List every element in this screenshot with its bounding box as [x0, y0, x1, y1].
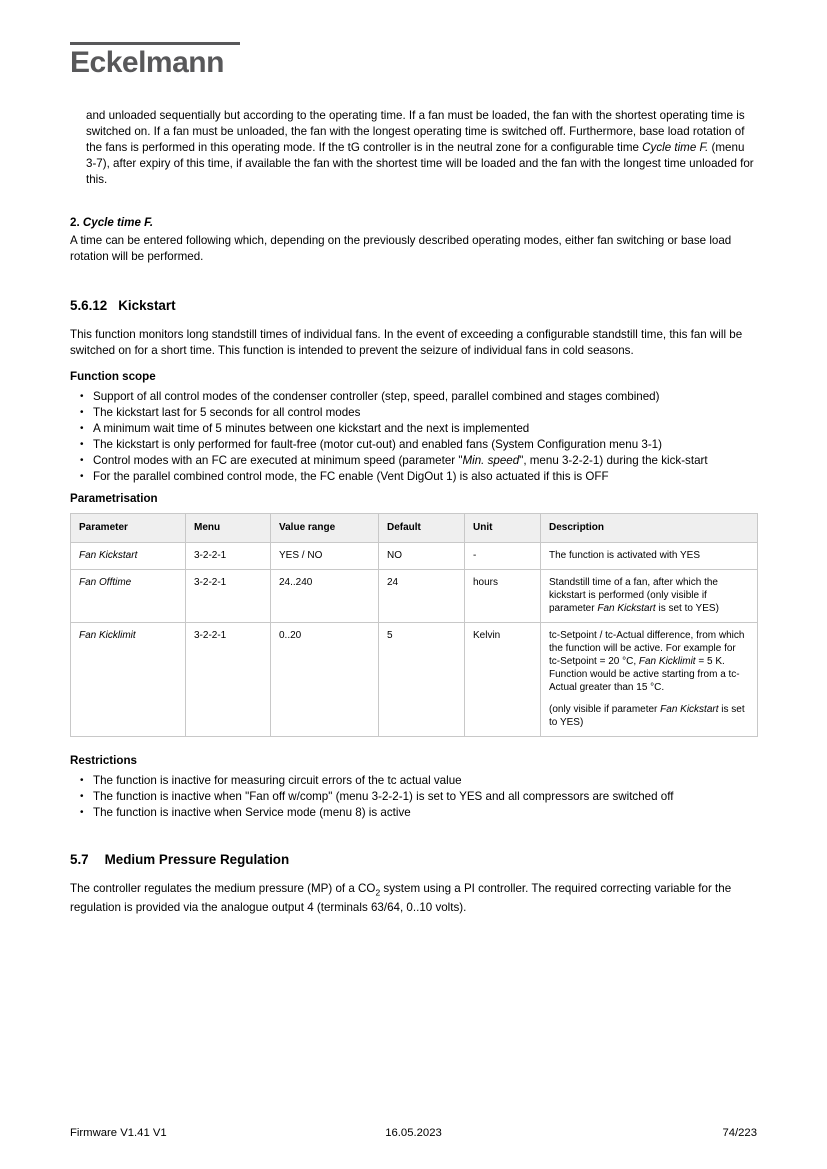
subscript-text: 2 [375, 887, 381, 898]
list-item-segment: For the parallel combined control mode, the FC enable (Vent DigOut 1) is also actuated if this is OFF [93, 470, 609, 483]
description-segment: is set to YES) [549, 704, 745, 728]
cell-parameter: Fan Kickstart [71, 543, 186, 570]
section-title: Medium Pressure Regulation [104, 852, 290, 867]
list-item-segment: The function is inactive when "Fan off w/comp" (menu 3-2-2-1) is set to YES and all compressors are switched off [93, 790, 674, 803]
cell-parameter: Fan Kicklimit [71, 623, 186, 737]
bullet-icon: • [80, 791, 84, 802]
description-paragraph [549, 629, 749, 694]
paragraph-text: and unloaded sequentially but according to the operating time. If a fan must be loaded, the fan with the shortest operating time is switched on. If a fan must be unloaded, the fan with the longest operating time is switched off. Furthermore, base load rotation of the fans is performed in this operating mode. If the tG controller is in the neutral zone for a configurable time [86, 109, 745, 154]
page-content [70, 78, 757, 916]
description-segment: The function is activated with YES [549, 550, 701, 561]
list-item-segment: A minimum wait time of 5 minutes between one kickstart and the next is implemented [93, 422, 530, 435]
cycle-time-subheading [70, 215, 757, 231]
eckelmann-logo [70, 42, 240, 78]
list-item-text [93, 789, 757, 805]
cell-menu: 3-2-2-1 [186, 570, 271, 623]
list-item-segment: The function is inactive for measuring circuit errors of the tc actual value [93, 774, 462, 787]
bullet-icon: • [80, 439, 84, 450]
restrictions-label: Restrictions [70, 754, 138, 767]
cell-default: NO [379, 543, 465, 570]
column-header-menu: Menu [186, 514, 271, 543]
description-paragraph [549, 703, 749, 729]
column-header-unit: Unit [465, 514, 541, 543]
cell-description [541, 623, 758, 737]
bullet-icon: • [80, 391, 84, 402]
column-header-description: Description [541, 514, 758, 543]
subheading-number: 2. [70, 216, 83, 229]
italic-term: Min. speed [462, 454, 520, 467]
table-row [71, 623, 758, 737]
list-item-segment: Control modes with an FC are executed at minimum speed (parameter " [93, 454, 463, 467]
description-segment: tc-Setpoint / tc-Actual difference, from which the function will be active. For example for tc-Setpoint = 20 °C, [549, 630, 745, 667]
section-number: 5.7 [70, 852, 89, 867]
cell-value-range: YES / NO [271, 543, 379, 570]
cell-default: 24 [379, 570, 465, 623]
list-item [70, 773, 757, 789]
description-segment: is set to YES) [655, 603, 719, 614]
list-item [70, 421, 757, 437]
page-footer [70, 1127, 757, 1139]
cell-menu: 3-2-2-1 [186, 543, 271, 570]
bullet-icon: • [80, 423, 84, 434]
parameter-table [70, 513, 758, 737]
function-scope-list [70, 389, 757, 485]
cell-description [541, 570, 758, 623]
bullet-icon: • [80, 455, 84, 466]
list-item [70, 805, 757, 821]
list-item-text [93, 437, 757, 453]
section-heading-medium-pressure [70, 851, 757, 868]
list-item [70, 389, 757, 405]
cell-unit: Kelvin [465, 623, 541, 737]
parametrisation-label: Parametrisation [70, 492, 158, 505]
kickstart-intro: This function monitors long standstill times of individual fans. In the event of exceeding a configurable standstill time, this fan will be switched on for a short time. This function is intended to prevent the seizure of individual fans in cold seasons. [70, 328, 743, 357]
bullet-icon: • [80, 807, 84, 818]
logo-bar [70, 42, 240, 45]
cell-parameter: Fan Offtime [71, 570, 186, 623]
list-item-text [93, 773, 757, 789]
list-item-segment: The function is inactive when Service mode (menu 8) is active [93, 806, 411, 819]
description-segment: Standstill time of a fan, after which the kickstart is performed (only visible if parameter [549, 577, 718, 614]
list-item-text [93, 405, 757, 421]
footer-firmware-version: Firmware V1.41 V1 [70, 1127, 167, 1139]
restrictions-list [70, 773, 757, 821]
list-item-segment: ", menu 3-2-2-1) during the kick-start [519, 454, 708, 467]
list-item-text [93, 469, 757, 485]
italic-term: Fan Kicklimit [638, 656, 696, 667]
subheading-title: Cycle time F. [82, 216, 154, 229]
column-header-default: Default [379, 514, 465, 543]
list-item [70, 453, 757, 469]
medium-pressure-body [70, 881, 757, 916]
cycle-time-body: A time can be entered following which, depending on the previously described operating modes, either fan switching or base load rotation will be performed. [70, 234, 732, 263]
list-item-segment: The kickstart is only performed for fault-free (motor cut-out) and enabled fans (System Configuration menu 3-1) [93, 438, 662, 451]
function-scope-label: Function scope [70, 370, 156, 383]
list-item-text [93, 421, 757, 437]
italic-term: Fan Kickstart [660, 704, 719, 715]
list-item [70, 789, 757, 805]
section-heading-kickstart [70, 297, 757, 314]
bullet-icon: • [80, 471, 84, 482]
section-number: 5.6.12 [70, 298, 108, 313]
cell-description [541, 543, 758, 570]
italic-term: Cycle time F. [642, 141, 709, 154]
paragraph-text: (menu 3-7), after expiry of this time, if available the fan with the shortest time will be loaded and the fan with the longest time unloaded for this. [86, 141, 754, 186]
section-title: Kickstart [118, 298, 176, 313]
list-item-text [93, 805, 757, 821]
table-header [71, 514, 758, 543]
cell-value-range: 24..240 [271, 570, 379, 623]
continuation-paragraph [86, 108, 757, 188]
bullet-icon: • [80, 775, 84, 786]
list-item [70, 469, 757, 485]
logo-wordmark: Eckelmann [70, 46, 224, 79]
footer-page-number: 74/223 [722, 1127, 757, 1139]
list-item-text [93, 453, 757, 469]
bullet-icon: • [80, 407, 84, 418]
list-item [70, 437, 757, 453]
footer-date: 16.05.2023 [385, 1127, 442, 1139]
list-item-segment: The kickstart last for 5 seconds for all control modes [93, 406, 361, 419]
cell-unit: hours [465, 570, 541, 623]
cell-menu: 3-2-2-1 [186, 623, 271, 737]
table-row [71, 570, 758, 623]
column-header-parameter: Parameter [71, 514, 186, 543]
list-item [70, 405, 757, 421]
italic-term: Fan Kickstart [597, 603, 656, 614]
paragraph-text: system using a PI controller. The required correcting variable for the regulation is provided via the analogue output 4 (terminals 63/64, 0..10 volts). [70, 882, 732, 915]
table-header-row [71, 514, 758, 543]
column-header-value-range: Value range [271, 514, 379, 543]
list-item-segment: Support of all control modes of the condenser controller (step, speed, parallel combined and stages combined) [93, 390, 660, 403]
cell-value-range: 0..20 [271, 623, 379, 737]
cell-unit: - [465, 543, 541, 570]
paragraph-text: The controller regulates the medium pressure (MP) of a CO [70, 882, 376, 895]
cell-default: 5 [379, 623, 465, 737]
description-segment: = 5 K. Function would be active starting from a tc-Actual greater than 15 °C. [549, 656, 740, 693]
list-item-text [93, 389, 757, 405]
description-segment: (only visible if parameter [549, 704, 661, 715]
table-row [71, 543, 758, 570]
